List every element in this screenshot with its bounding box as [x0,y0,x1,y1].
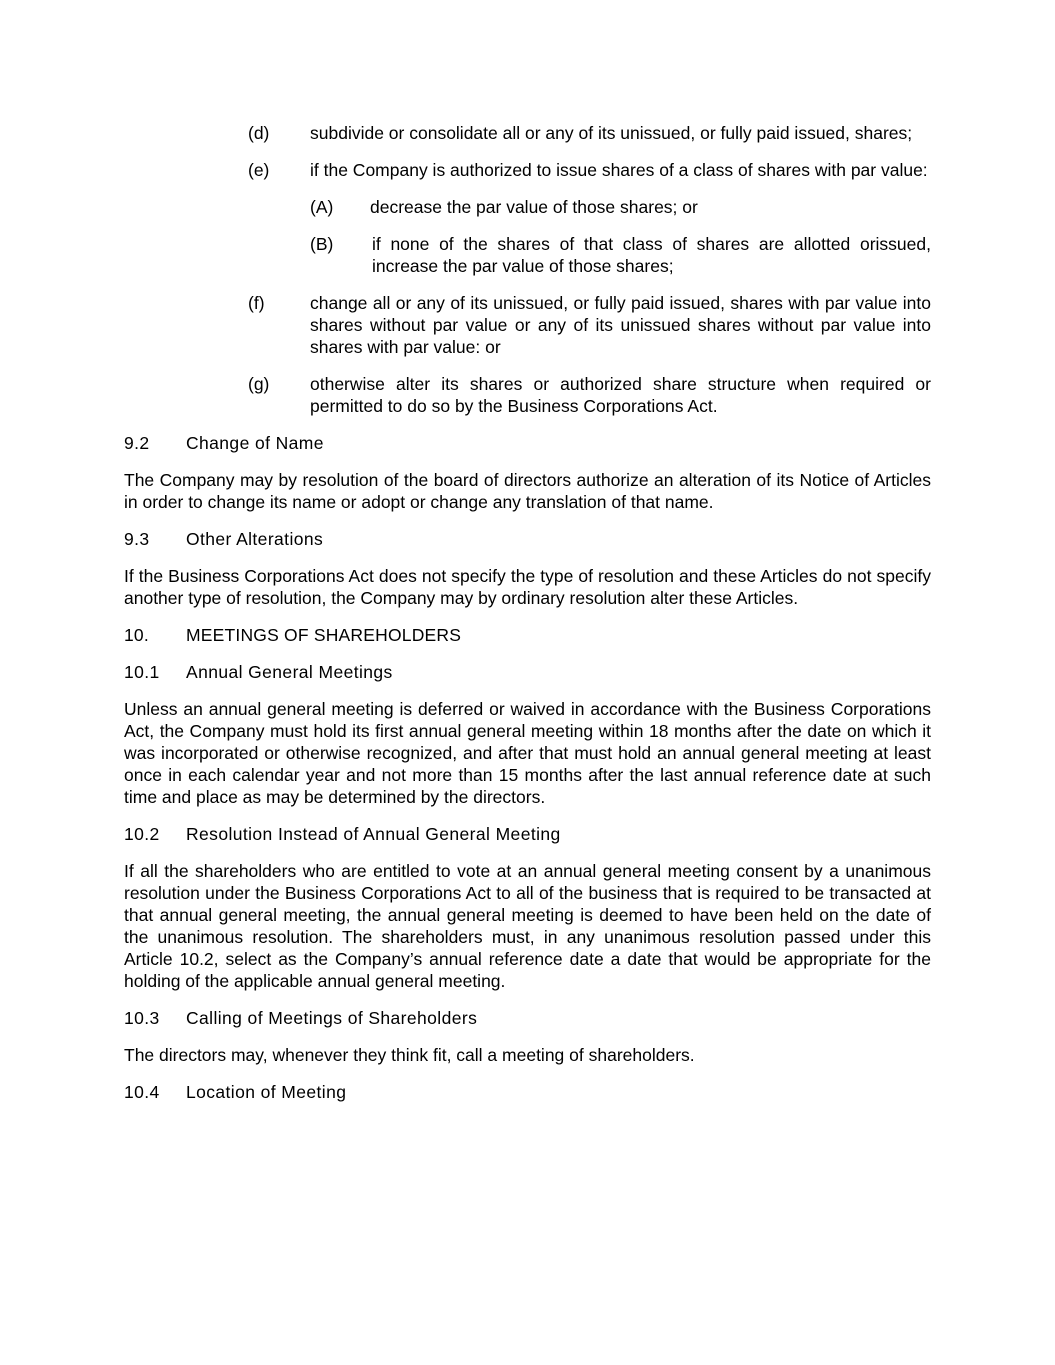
section-number: 10.4 [124,1082,160,1102]
section-heading-9-2 [124,432,931,454]
list-label: (f) [248,293,265,313]
section-title: Calling of Meetings of Shareholders [186,1008,478,1028]
list-text: otherwise alter its shares or authorized share structure when required or permitted to do so by the Business Corporations Act. [310,374,931,416]
list-text: if the Company is authorized to issue shares of a class of shares with par value: [310,160,928,180]
section-body-10-3: The directors may, whenever they think fit, call a meeting of shareholders. [124,1045,695,1065]
sub-list-label: (B) [310,234,334,254]
list-item-e [248,159,931,181]
list-label: (d) [248,123,270,143]
section-number: 9.3 [124,529,150,549]
section-number: 9.2 [124,433,150,453]
list-item-g [248,373,931,417]
section-heading-10-2 [124,823,931,845]
list-item-f [248,292,931,358]
section-body-9-3: If the Business Corporations Act does not specify the type of resolution and these Articles do not specify another type of resolution, the Company may by ordinary resolution alter these Articles. [124,566,931,608]
list-label: (e) [248,160,270,180]
sub-list-label: (A) [310,197,334,217]
list-text: subdivide or consolidate all or any of its unissued, or fully paid issued, shares; [310,123,913,143]
section-body-10-1: Unless an annual general meeting is deferred or waived in accordance with the Business Corporations Act, the Company must hold its first annual general meeting within 18 months after the date on which it was incorporated or otherwise recognized, and after that must hold an annual general meeting at least once in each calendar year and not more than 15 months after the last annual reference date at such time and place as may be determined by the directors. [124,699,931,807]
section-heading-9-3 [124,528,931,550]
section-heading-10-3 [124,1007,931,1029]
article-title: MEETINGS OF SHAREHOLDERS [186,625,462,645]
list-label: (g) [248,374,270,394]
section-number: 10.1 [124,662,160,682]
section-number: 10.2 [124,824,160,844]
section-body-10-2: If all the shareholders who are entitled to vote at an annual general meeting consent by a unanimous resolution under the Business Corporations Act to all of the business that is required to be transacted at that annual general meeting, the annual general meeting is deemed to have been held on the date of the unanimous resolution. The shareholders must, in any unanimous resolution passed under this Article 10.2, select as the Company’s annual reference date a date that would be appropriate for the holding of the applicable annual general meeting. [124,861,931,991]
section-heading-10-1 [124,661,931,683]
sub-list-text: if none of the shares of that class of shares are allotted orissued, increase the par value of those shares; [372,234,931,276]
article-heading-10 [124,624,931,646]
sub-list-item-a [310,196,931,218]
section-body-9-2: The Company may by resolution of the board of directors authorize an alteration of its Notice of Articles in order to change its name or adopt or change any translation of that name. [124,470,931,512]
section-title: Other Alterations [186,529,324,549]
sub-list-text: decrease the par value of those shares; or [370,197,698,217]
sub-list-item-b [310,233,931,277]
section-title: Change of Name [186,433,324,453]
section-heading-10-4 [124,1081,931,1103]
list-text: change all or any of its unissued, or fully paid issued, shares with par value into shares without par value or any of its unissued shares without par value into shares with par value: or [310,293,931,357]
section-number: 10.3 [124,1008,160,1028]
section-title: Resolution Instead of Annual General Meeting [186,824,561,844]
document-page [124,122,931,1118]
section-title: Annual General Meetings [186,662,393,682]
section-title: Location of Meeting [186,1082,347,1102]
list-item-d [248,122,931,144]
article-number: 10. [124,625,149,645]
